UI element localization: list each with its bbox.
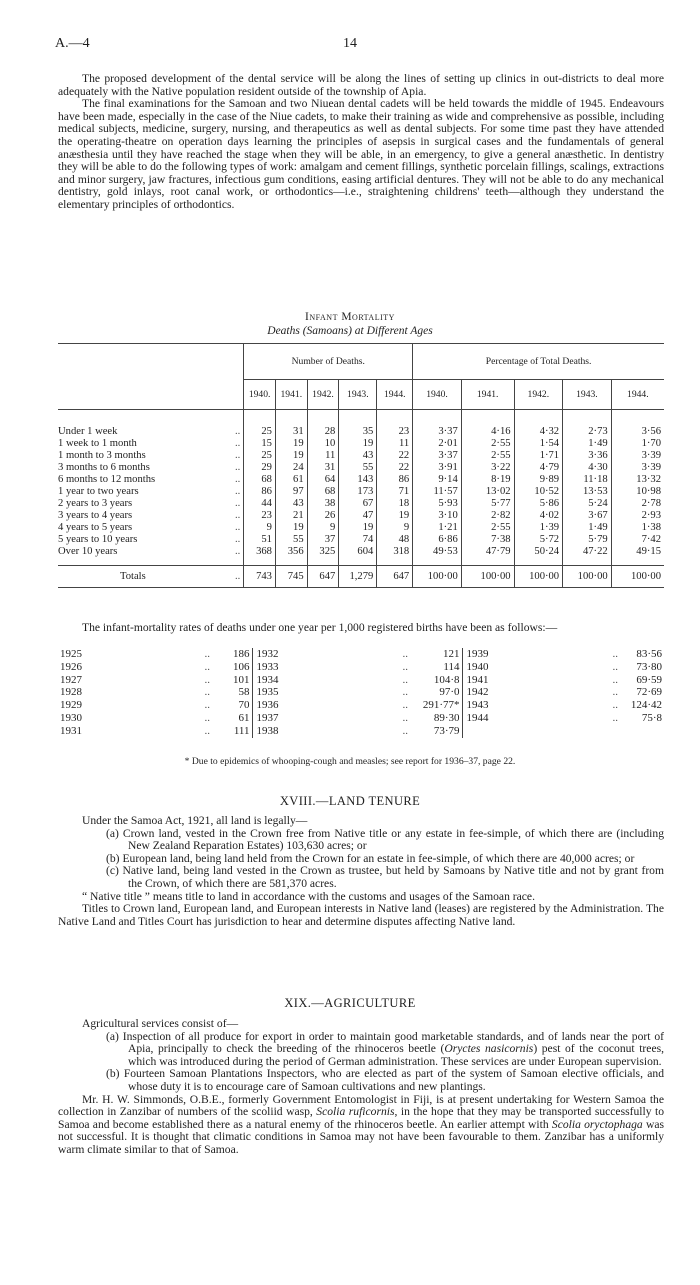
percentage-cell: 5·93 <box>413 498 462 510</box>
page-header <box>55 36 645 56</box>
percentage-cell: 3·67 <box>563 510 612 522</box>
row-label: 5 years to 10 years <box>58 533 138 545</box>
year-header: 1944. <box>377 380 413 410</box>
leader-dots: .. <box>204 648 210 660</box>
species-name: Scolia ruficornis <box>316 1105 395 1119</box>
total-count-cell: 1,279 <box>339 566 377 588</box>
list-item <box>58 1031 664 1069</box>
death-count-cell: 44 <box>244 498 276 510</box>
agriculture-lead: Agricultural services consist of— <box>82 1017 239 1030</box>
table-row <box>58 486 664 498</box>
death-count-cell: 143 <box>339 474 377 486</box>
leader-dots: .. <box>204 699 210 712</box>
leader-dots: .. <box>235 449 241 461</box>
leader-dots: .. <box>235 497 241 509</box>
leader-dots: .. <box>214 566 244 588</box>
leader-dots: .. <box>235 485 241 497</box>
row-label: Over 10 years <box>58 545 118 557</box>
total-percentage-cell: 100·00 <box>413 566 462 588</box>
rate-year: 1930 <box>60 711 82 724</box>
rate-year: 1925 <box>60 648 82 660</box>
death-count-cell: 18 <box>377 498 413 510</box>
leader-dots: .. <box>204 660 210 673</box>
rate-value: 114 <box>443 660 460 673</box>
leader-dots: .. <box>235 461 241 473</box>
rate-value: 89·30 <box>433 711 460 724</box>
paragraph-titles-registration: Titles to Crown land, European land, and European interests in Native land (leases) are registered by the Administration. The Native Land and Titles Court has jurisdiction to hear and determine disputes affecting Native land. <box>58 902 664 928</box>
leader-dots: .. <box>204 724 210 737</box>
percentage-cell: 7·38 <box>461 534 514 546</box>
row-label: 2 years to 3 years <box>58 497 133 509</box>
year-header: 1941. <box>275 380 307 410</box>
paragraph-native-title: “ Native title ” means title to land in accordance with the customs and usages of the Samoan race. <box>82 889 535 903</box>
footnote: * Due to epidemics of whooping-cough and measles; see report for 1936–37, page 22. <box>184 756 516 767</box>
table-row <box>58 648 664 661</box>
percentage-cell: 3·10 <box>413 510 462 522</box>
leader-dots: .. <box>402 673 408 686</box>
death-count-cell: 26 <box>307 510 339 522</box>
percentage-cell: 3·22 <box>461 462 514 474</box>
death-count-cell: 19 <box>275 522 307 534</box>
rate-year: 1936 <box>252 699 292 712</box>
leader-dots: .. <box>204 711 210 724</box>
species-name: Oryctes nasicornis <box>444 1042 534 1056</box>
rate-value: 97·0 <box>439 686 460 699</box>
leader-dots: .. <box>402 711 408 724</box>
table-row <box>58 450 664 462</box>
paragraph-text: was not successful. It is thought that climatic conditions in Samoa may not have been favourable to them. Zanzibar has a uniformly warm climate similar to that of Samoa. <box>58 1117 664 1156</box>
death-count-cell: 31 <box>275 426 307 438</box>
death-count-cell: 25 <box>244 450 276 462</box>
rate-value: 69·59 <box>636 673 662 686</box>
percentage-cell: 3·91 <box>413 462 462 474</box>
death-count-cell: 19 <box>275 450 307 462</box>
rate-value: 111 <box>233 724 250 737</box>
leader-dots: .. <box>235 521 241 533</box>
table-row <box>58 712 664 725</box>
death-count-cell: 24 <box>275 462 307 474</box>
rate-value: 101 <box>233 673 250 686</box>
percentage-cell: 11·18 <box>563 474 612 486</box>
land-tenure-heading: XVIII.—LAND TENURE <box>279 794 421 808</box>
row-label: 4 years to 5 years <box>58 521 133 533</box>
death-count-cell: 29 <box>244 462 276 474</box>
leader-dots: .. <box>235 545 241 557</box>
percentage-cell: 1·71 <box>514 450 563 462</box>
paragraph-text: Mr. H. W. Simmonds, O.B.E., formerly Government Entomologist in Fiji, is at present undertaking for Western Samoa the collection in Zanzibar of numbers of the scoliid wasp, <box>58 1092 664 1119</box>
number-of-deaths-header: Number of Deaths. <box>244 344 413 380</box>
table-row <box>58 474 664 486</box>
year-header: 1940. <box>244 380 276 410</box>
rate-year: 1931 <box>60 724 82 737</box>
table-row <box>58 699 664 712</box>
item-text: ) pest of the coconut trees, which was introduced during the period of German administration. These services are under European supervision. <box>128 1042 664 1068</box>
list-item <box>58 1068 664 1093</box>
rate-year: 1944 <box>462 712 502 725</box>
mortality-table-body <box>58 410 664 588</box>
leader-dots: .. <box>612 686 618 699</box>
table-row <box>58 426 664 438</box>
rate-value: 186 <box>233 648 250 660</box>
item-text: Native land, being land vested in the Crown as trustee, but held by Samoans by Native title and not by grant from the Crown, of which there are 581,370 acres. <box>122 864 664 890</box>
rate-year: 1932 <box>252 648 292 661</box>
death-count-cell: 173 <box>339 486 377 498</box>
death-count-cell: 19 <box>377 510 413 522</box>
year-header: 1942. <box>307 380 339 410</box>
rate-year: 1928 <box>60 686 82 699</box>
item-text: European land, being land held from the Crown for an estate in fee-simple, of which there are 40,000 acres; or <box>122 851 635 865</box>
leader-dots: .. <box>612 648 618 660</box>
agriculture-section <box>58 1018 664 1157</box>
rate-year: 1942 <box>462 686 502 699</box>
percentage-cell: 49·53 <box>413 546 462 558</box>
death-count-cell: 10 <box>307 438 339 450</box>
total-count-cell: 647 <box>307 566 339 588</box>
rate-year: 1933 <box>252 661 292 674</box>
year-header: 1943. <box>339 380 377 410</box>
total-percentage-cell: 100·00 <box>514 566 563 588</box>
report-reference: A.—4 <box>55 36 90 51</box>
death-count-cell: 37 <box>307 534 339 546</box>
percentage-cell: 5·86 <box>514 498 563 510</box>
percentage-cell: 1·49 <box>563 438 612 450</box>
percentage-cell: 9·14 <box>413 474 462 486</box>
rate-year: 1935 <box>252 686 292 699</box>
death-count-cell: 368 <box>244 546 276 558</box>
death-count-cell: 9 <box>377 522 413 534</box>
rate-year: 1940 <box>462 661 502 674</box>
percentage-cell: 13·32 <box>611 474 664 486</box>
death-count-cell: 318 <box>377 546 413 558</box>
year-header: 1942. <box>514 380 563 410</box>
death-count-cell: 19 <box>339 438 377 450</box>
infant-mortality-table <box>58 343 664 588</box>
death-count-cell: 86 <box>244 486 276 498</box>
leader-dots: .. <box>612 660 618 673</box>
percentage-cell: 1·49 <box>563 522 612 534</box>
death-count-cell: 97 <box>275 486 307 498</box>
list-item <box>58 865 664 890</box>
percentage-cell: 2·55 <box>461 438 514 450</box>
death-count-cell: 325 <box>307 546 339 558</box>
rates-intro <box>58 622 664 635</box>
rate-value <box>620 725 664 738</box>
row-label: 1 year to two years <box>58 485 139 497</box>
percentage-cell: 6·86 <box>413 534 462 546</box>
leader-dots: .. <box>402 686 408 699</box>
land-tenure-lead: Under the Samoa Act, 1921, all land is legally— <box>82 814 308 827</box>
death-count-cell: 19 <box>339 522 377 534</box>
rate-value: 73·80 <box>636 660 662 673</box>
leader-dots: .. <box>402 699 408 712</box>
row-label: 1 week to 1 month <box>58 437 137 449</box>
death-count-cell: 23 <box>244 510 276 522</box>
death-count-cell: 51 <box>244 534 276 546</box>
table-stub-header <box>58 344 214 410</box>
paragraph-dental-development: The proposed development of the dental service will be along the lines of setting up clinics in out-districts to deal more adequately with the Native population resident outside of the township of Apia. <box>58 72 664 98</box>
rate-year: 1939 <box>462 648 502 661</box>
rate-value: 70 <box>238 699 250 712</box>
row-label: 3 years to 4 years <box>58 509 133 521</box>
percentage-cell: 1·21 <box>413 522 462 534</box>
paragraph-text: , in the hope that they may be transported successfully to Samoa and become established there as a natural enemy of the rhinoceros beetle. An earlier attempt with <box>58 1105 664 1131</box>
percentage-cell: 49·15 <box>611 546 664 558</box>
death-count-cell: 55 <box>339 462 377 474</box>
page-number: 14 <box>343 36 357 51</box>
percentage-cell: 1·38 <box>611 522 664 534</box>
death-count-cell: 9 <box>307 522 339 534</box>
rate-value: 75·8 <box>641 711 662 724</box>
death-count-cell: 71 <box>377 486 413 498</box>
death-count-cell: 43 <box>339 450 377 462</box>
leader-dots: .. <box>204 673 210 686</box>
percentage-cell: 2·82 <box>461 510 514 522</box>
infant-mortality-title-block <box>0 310 700 338</box>
percentage-cell: 3·39 <box>611 462 664 474</box>
death-count-cell: 61 <box>275 474 307 486</box>
percentage-header: Percentage of Total Deaths. <box>413 344 664 380</box>
rate-year: 1934 <box>252 674 292 687</box>
rate-value: 121 <box>443 648 460 660</box>
death-count-cell: 22 <box>377 450 413 462</box>
rate-value: 83·56 <box>636 648 662 660</box>
percentage-cell: 5·79 <box>563 534 612 546</box>
leader-dots: .. <box>612 711 618 724</box>
infant-mortality-subtitle: Deaths (Samoans) at Different Ages <box>267 325 433 337</box>
death-count-cell: 43 <box>275 498 307 510</box>
percentage-cell: 1·54 <box>514 438 563 450</box>
percentage-cell: 4·02 <box>514 510 563 522</box>
item-marker: (a) <box>106 826 119 840</box>
percentage-cell: 11·57 <box>413 486 462 498</box>
rate-year: 1929 <box>60 699 82 712</box>
rate-value: 291·77* <box>422 699 460 712</box>
table-row <box>58 438 664 450</box>
row-label: 3 months to 6 months <box>58 461 150 473</box>
percentage-cell: 1·39 <box>514 522 563 534</box>
leader-dots: .. <box>235 509 241 521</box>
percentage-cell: 3·56 <box>611 426 664 438</box>
total-count-cell: 745 <box>275 566 307 588</box>
percentage-cell: 4·30 <box>563 462 612 474</box>
percentage-cell: 9·89 <box>514 474 563 486</box>
rate-year: 1943 <box>462 699 502 712</box>
percentage-cell: 13·02 <box>461 486 514 498</box>
percentage-cell: 3·39 <box>611 450 664 462</box>
death-count-cell: 55 <box>275 534 307 546</box>
percentage-cell: 8·19 <box>461 474 514 486</box>
percentage-cell: 4·16 <box>461 426 514 438</box>
paragraph-scoliid-wasp <box>58 1094 664 1157</box>
death-count-cell: 25 <box>244 426 276 438</box>
death-count-cell: 11 <box>377 438 413 450</box>
table-row <box>58 462 664 474</box>
infant-mortality-title: Infant Mortality <box>305 311 395 323</box>
leader-dots: .. <box>402 660 408 673</box>
table-row <box>58 686 664 699</box>
percentage-cell: 47·79 <box>461 546 514 558</box>
table-row <box>58 510 664 522</box>
rate-value: 124·42 <box>630 699 662 712</box>
item-text: Crown land, vested in the Crown free from Native title or any estate in fee-simple, of which there are (including New Zealand Reparation Estates) 103,630 acres; or <box>122 826 664 853</box>
item-marker: (b) <box>106 851 120 865</box>
death-count-cell: 31 <box>307 462 339 474</box>
death-count-cell: 356 <box>275 546 307 558</box>
death-count-cell: 67 <box>339 498 377 510</box>
death-count-cell: 68 <box>244 474 276 486</box>
table-row <box>58 546 664 558</box>
species-name: Scolia oryctophaga <box>551 1117 643 1131</box>
land-tenure-section <box>58 815 664 928</box>
leader-dots: .. <box>235 533 241 545</box>
death-count-cell: 28 <box>307 426 339 438</box>
percentage-cell: 7·42 <box>611 534 664 546</box>
percentage-cell: 50·24 <box>514 546 563 558</box>
percentage-cell: 5·72 <box>514 534 563 546</box>
total-percentage-cell: 100·00 <box>461 566 514 588</box>
item-marker: (b) <box>106 1067 120 1081</box>
rate-year: 1926 <box>60 660 82 673</box>
leader-dots: .. <box>235 437 241 449</box>
percentage-cell: 3·37 <box>413 426 462 438</box>
year-header: 1940. <box>413 380 462 410</box>
rate-year: 1937 <box>252 712 292 725</box>
death-count-cell: 86 <box>377 474 413 486</box>
totals-label: Totals <box>58 566 214 588</box>
death-count-cell: 48 <box>377 534 413 546</box>
paragraph-dental-cadets: The final examinations for the Samoan and two Niuean dental cadets will be held towards the middle of 1945. Endeavours have been made, especially in the case of the Niue cadets, to make their training as wide and comprehensive as possible, including medical subjects, medicine, surgery, nursing, and therapeutics as well as dental subjects. For some time past they have attended the operating-theatre on operation days learning the principles of asepsis in surgical cases and the fundamentals of general anæsthesia until they have reached the stage when they will be able, in an emergency, to give a general anæsthetic. In dentistry they will be able to do the following types of work: amalgam and cement fillings, synthetic porcelain fillings, scalings, extractions and minor surgery, jaw fractures, infectious gum conditions, easing artificial dentures. They will not be able to do any mechanical dentistry, gold inlays, root canal work, or orthodontics—i.e., straightening childrens' teeth—although they understand the elementary principles of orthodontics. <box>58 97 664 211</box>
item-marker: (a) <box>106 1029 119 1043</box>
death-count-cell: 38 <box>307 498 339 510</box>
rate-value: 106 <box>233 660 250 673</box>
year-header: 1944. <box>611 380 664 410</box>
rate-year: 1941 <box>462 674 502 687</box>
total-count-cell: 647 <box>377 566 413 588</box>
table-row <box>58 661 664 674</box>
rate-value: 72·69 <box>636 686 662 699</box>
percentage-cell: 4·32 <box>514 426 563 438</box>
death-count-cell: 21 <box>275 510 307 522</box>
totals-row <box>58 566 664 588</box>
rate-value: 58 <box>238 686 250 699</box>
percentage-cell: 2·01 <box>413 438 462 450</box>
percentage-cell: 5·24 <box>563 498 612 510</box>
death-count-cell: 64 <box>307 474 339 486</box>
leader-dots: .. <box>235 425 241 437</box>
death-count-cell: 11 <box>307 450 339 462</box>
rate-value: 104·8 <box>433 673 460 686</box>
agriculture-heading: XIX.—AGRICULTURE <box>284 996 416 1010</box>
rates-table-body <box>58 648 664 738</box>
total-percentage-cell: 100·00 <box>611 566 664 588</box>
table-row <box>58 674 664 687</box>
death-count-cell: 15 <box>244 438 276 450</box>
percentage-cell: 47·22 <box>563 546 612 558</box>
percentage-cell: 2·55 <box>461 522 514 534</box>
death-count-cell: 22 <box>377 462 413 474</box>
year-header: 1943. <box>563 380 612 410</box>
death-count-cell: 74 <box>339 534 377 546</box>
row-label: 6 months to 12 months <box>58 473 156 485</box>
percentage-cell: 2·78 <box>611 498 664 510</box>
row-label: Under 1 week <box>58 425 118 437</box>
year-header: 1941. <box>461 380 514 410</box>
percentage-cell: 5·77 <box>461 498 514 510</box>
item-text: Inspection of all produce for export in order to maintain good marketable standards, and of lands near the port of Apia, principally to check the breeding of the rhinoceros beetle ( <box>122 1029 664 1056</box>
rate-year: 1938 <box>252 725 292 738</box>
percentage-cell: 10·98 <box>611 486 664 498</box>
total-percentage-cell: 100·00 <box>563 566 612 588</box>
leader-dots: .. <box>402 724 408 737</box>
death-count-cell: 47 <box>339 510 377 522</box>
rate-year <box>462 725 502 738</box>
death-count-cell: 9 <box>244 522 276 534</box>
table-row <box>58 725 664 738</box>
percentage-cell: 4·79 <box>514 462 563 474</box>
death-count-cell: 604 <box>339 546 377 558</box>
rates-intro-text: The infant-mortality rates of deaths under one year per 1,000 registered births have been as follows:— <box>82 621 558 634</box>
leader-dots: .. <box>612 673 618 686</box>
rate-value: 73·79 <box>433 724 460 737</box>
leader-dots <box>502 725 620 738</box>
percentage-cell: 1·70 <box>611 438 664 450</box>
row-label: 1 month to 3 months <box>58 449 146 461</box>
rate-year: 1927 <box>60 673 82 686</box>
percentage-cell: 2·55 <box>461 450 514 462</box>
intro-section <box>58 73 664 212</box>
leader-dots: .. <box>235 473 241 485</box>
percentage-cell: 10·52 <box>514 486 563 498</box>
death-count-cell: 35 <box>339 426 377 438</box>
leader-dots: .. <box>402 648 408 660</box>
leader-dots: .. <box>612 699 618 712</box>
percentage-cell: 13·53 <box>563 486 612 498</box>
item-marker: (c) <box>106 864 119 878</box>
percentage-cell: 2·73 <box>563 426 612 438</box>
list-item <box>58 828 664 853</box>
rate-value: 61 <box>238 711 250 724</box>
percentage-cell: 3·37 <box>413 450 462 462</box>
death-count-cell: 19 <box>275 438 307 450</box>
table-row <box>58 534 664 546</box>
percentage-cell: 3·36 <box>563 450 612 462</box>
death-count-cell: 68 <box>307 486 339 498</box>
death-count-cell: 23 <box>377 426 413 438</box>
table-row <box>58 522 664 534</box>
total-count-cell: 743 <box>244 566 276 588</box>
leader-dots: .. <box>204 686 210 699</box>
infant-mortality-rates-table <box>58 648 664 738</box>
table-row <box>58 498 664 510</box>
item-text: Fourteen Samoan Plantations Inspectors, who are elected as part of the system of Samoan elective officials, and whose duty it is to encourage care of Samoan cultivations and new plantings. <box>123 1067 664 1093</box>
percentage-cell: 2·93 <box>611 510 664 522</box>
